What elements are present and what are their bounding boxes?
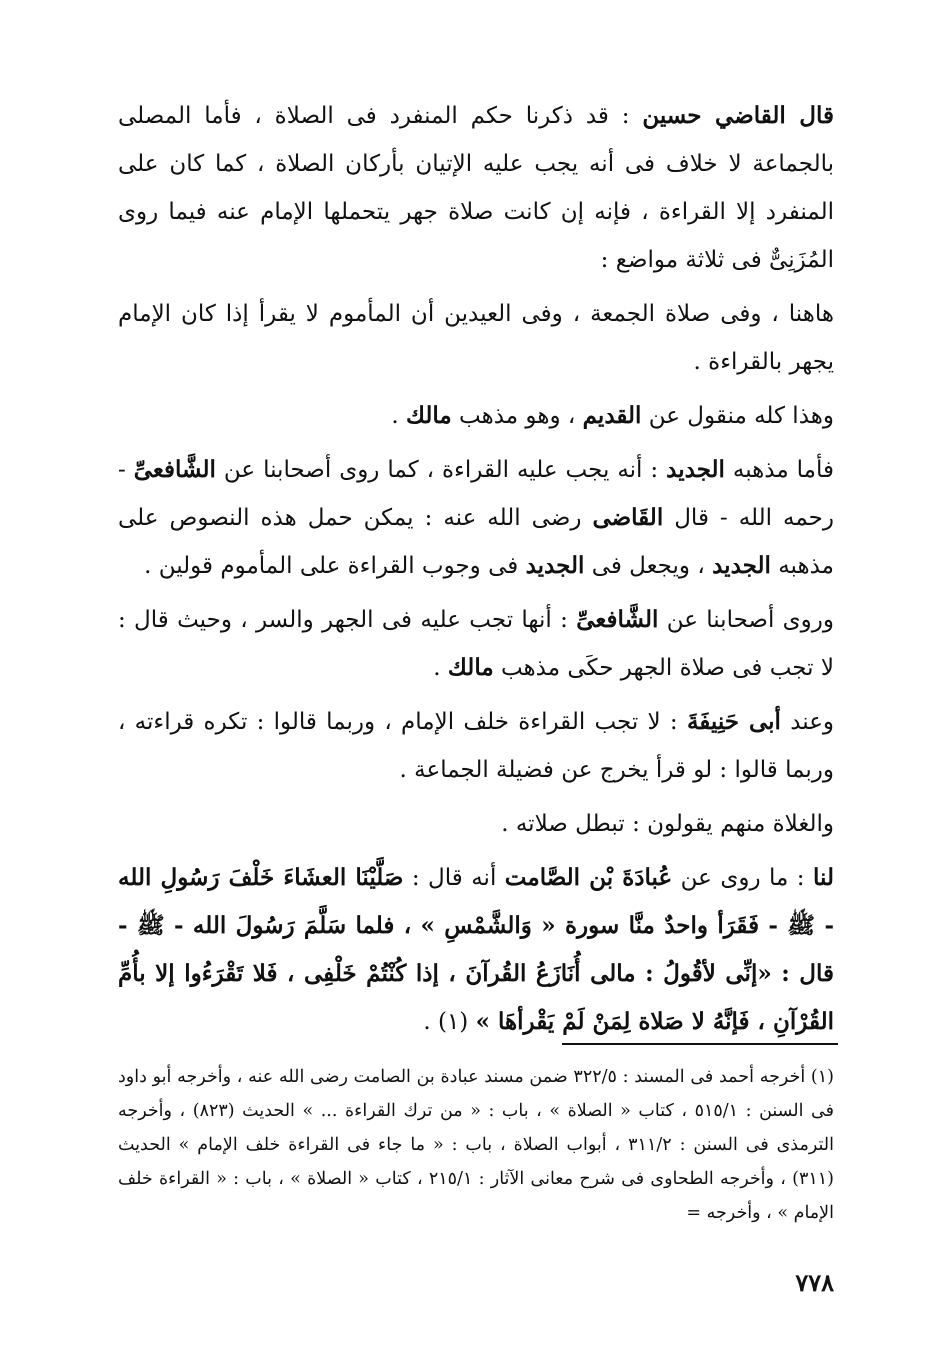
hadith-text: صَلَّيْنَا العشَاءَ خَلْفَ رَسُولِ الله - ﷺ - فَقَرَأ واحدٌ منَّا سورة « وَالشَّمْسِ » ، فلما سَلَّمَ رَسُولَ الله - ﷺ - قال : «إنِّى لأقُولُ : مالى أُنَازَعُ القُرآنَ ، إذا كُنْتُمْ خَلْفِى ، فَلا تَقْرَءُوا إلا بأُمِّ القُرْآنِ ، فَإنَّهُ لا صَلاة لِمَنْ لَمْ يَقْرأهَا » — [118, 864, 834, 1035]
paragraph-1 — [118, 92, 834, 284]
footnote — [118, 1060, 834, 1230]
footnote-text: (١) أخرجه أحمد فى المسند : ٣٢٢/٥ ضمن مسند عبادة بن الصامت رضى الله عنه ، وأخرجه أبو داود فى السنن : ٥١٥/١ ، كتاب « الصلاة » ، باب : « من ترك القراءة ... » الحديث (٨٢٣) ، وأخرجه الترمذى فى السنن : ٣١١/٢ ، أبواب الصلاة ، باب : « ما جاء فى القراءة خلف الإمام » الحديث (٣١١) ، وأخرجه الطحاوى فى شرح معانى الآثار : ٢١٥/١ ، كتاب « الصلاة » ، باب : « القراءة خلف الإمام » ، وأخرجه = — [118, 1067, 834, 1223]
name-abu-hanifa: أبى حَنِيفَةَ — [686, 708, 781, 735]
paragraph-3-pre: وهذا كله منقول عن — [648, 403, 834, 429]
name-malik: مالك — [405, 402, 452, 429]
paragraph-3-mid: ، وهو مذهب — [459, 403, 576, 429]
paragraph-3 — [118, 392, 834, 440]
paragraph-6-pre: وعند — [790, 709, 835, 735]
paragraph-5-end: . — [433, 655, 441, 681]
paragraph-5 — [118, 596, 834, 692]
paragraph-5-pre: وروى أصحابنا عن — [666, 607, 834, 633]
paragraph-6-text: : لا تجب القراءة خلف الإمام ، وربما قالوا : تكره قراءته ، وربما قالوا : لو قرأ يخرج عن فضيلة الجماعة . — [118, 709, 834, 783]
footnote-reference[interactable]: (١) — [437, 1009, 469, 1035]
term-jadid-2: الجديد — [712, 552, 771, 579]
paragraph-4-mid4: ، ويجعل فى — [591, 553, 705, 579]
paragraph-4-mid3: رضى الله عنه : يمكن حمل هذه النصوص على مذهبه — [118, 505, 834, 579]
paragraph-6 — [118, 698, 834, 794]
name-shafii-2: الشَّافعىِّ — [576, 606, 659, 633]
term-qadim: القديم — [582, 402, 642, 429]
paragraph-4-mid1: : أنه يجب عليه القراءة ، كما روى أصحابنا عن — [223, 457, 659, 483]
paragraph-5-mid: : أنها تجب عليه فى الجهر والسر ، وحيث قال : لا تجب فى صلاة الجهر حكَى مذهب — [118, 607, 834, 681]
paragraph-2-text: هاهنا ، وفى صلاة الجمعة ، وفى العيدين أن المأموم لا يقرأ إذا كان الإمام يجهر بالقراءة . — [118, 301, 834, 375]
paragraph-2 — [118, 290, 834, 386]
name-ubada: عُبادَةَ بْن الصَّامت — [504, 864, 673, 891]
paragraph-4-end: فى وجوب القراءة على المأموم قولين . — [144, 553, 519, 579]
paragraph-4-pre: فأما مذهبه — [732, 457, 834, 483]
speaker-qadi-husayn: قال القاضي حسين — [642, 102, 835, 129]
page-number: ٧٧٨ — [795, 1268, 834, 1297]
label-lana: لنا — [813, 864, 834, 891]
name-malik-2: مالك — [447, 654, 494, 681]
paragraph-8-end: . — [423, 1009, 431, 1035]
paragraph-4-mid2: - رحمه الله - قال — [118, 457, 834, 531]
paragraph-8 — [118, 854, 834, 1046]
main-text — [118, 92, 834, 1052]
paragraph-7 — [118, 800, 834, 848]
term-jadid: الجديد — [666, 456, 725, 483]
paragraph-4 — [118, 446, 834, 590]
footnote-divider — [562, 1043, 838, 1045]
name-shafii: الشَّافعىِّ — [133, 456, 216, 483]
paragraph-8-pre: : ما روى عن — [680, 865, 805, 891]
paragraph-8-mid: أنه قال : — [411, 865, 497, 891]
paragraph-1-text: : قد ذكرنا حكم المنفرد فى الصلاة ، فأما المصلى بالجماعة لا خلاف فى أنه يجب عليه الإتيان بأركان الصلاة ، كما كان على المنفرد إلا القراءة ، فإنه إن كانت صلاة جهر يتحملها الإمام عنه فيما روى المُزَنِىٌّ فى ثلاثة مواضع : — [118, 103, 834, 273]
paragraph-3-end: . — [391, 403, 399, 429]
term-jadid-3: الجديد — [525, 552, 585, 579]
name-qadi: القَاضى — [592, 504, 664, 531]
paragraph-7-text: والغلاة منهم يقولون : تبطل صلاته . — [501, 811, 834, 837]
